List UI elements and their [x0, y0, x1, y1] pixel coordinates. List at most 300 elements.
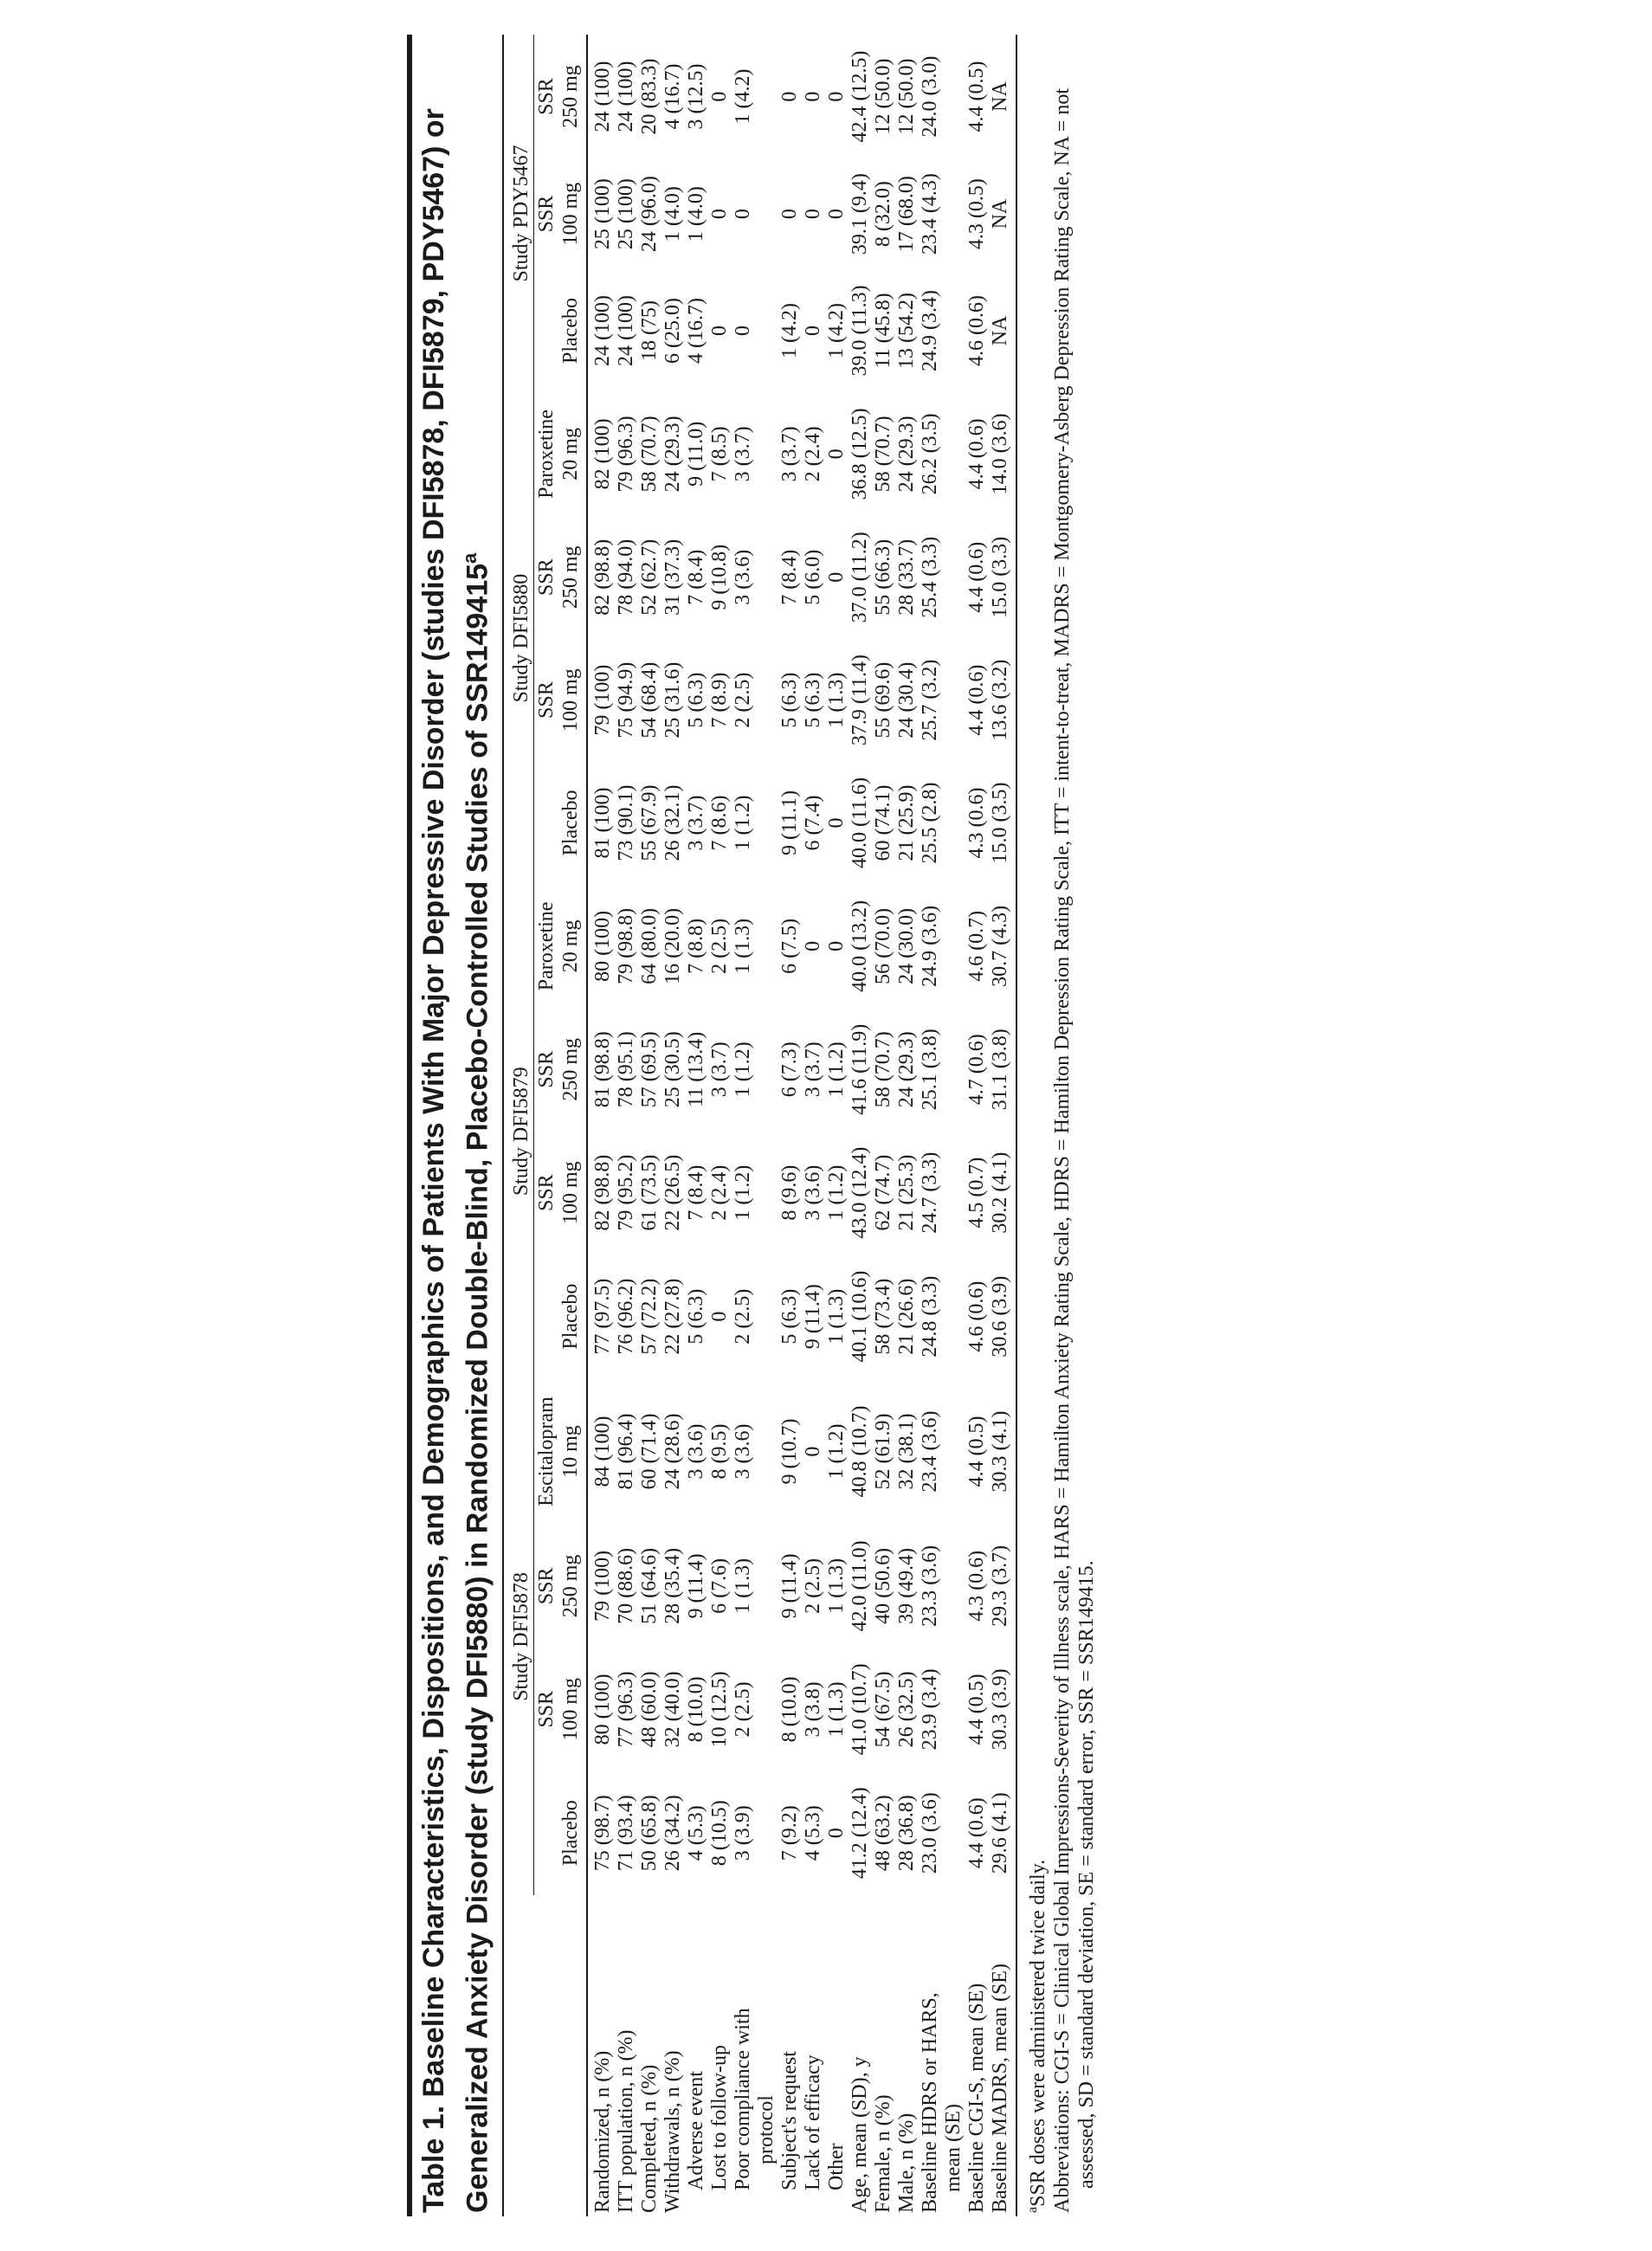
- table-row: [755, 35, 778, 2216]
- table-cell: [755, 392, 778, 516]
- table-cell: 39 (49.4): [895, 1547, 919, 1624]
- table-cell: 0: [802, 1446, 825, 1457]
- column-header-drug: [534, 1771, 559, 1895]
- table-cell: 25 (100): [591, 178, 615, 250]
- row-label: Male, n (%): [895, 2112, 919, 2213]
- table-cell: 57 (72.2): [638, 1278, 661, 1355]
- table-cell: 0: [802, 940, 825, 951]
- row-label: Subject's request: [778, 2051, 802, 2190]
- table-cell: 14.0 (3.6): [989, 392, 1016, 516]
- table-cell: 75 (98.7): [591, 1795, 615, 1872]
- table-cell: 2 (2.5): [732, 672, 755, 728]
- table-body: [587, 35, 1016, 2216]
- table-cell: 1 (1.2): [732, 1042, 755, 1098]
- table-cell: 31.1 (3.8): [989, 1008, 1016, 1131]
- table-cell: 24.9 (3.6): [919, 905, 942, 987]
- column-header-drug: SSR: [535, 78, 558, 115]
- table-cell: 28 (36.8): [895, 1795, 919, 1872]
- table-cell: 24 (30.0): [895, 907, 919, 984]
- table-cell: 7 (8.4): [685, 1164, 708, 1221]
- table-cell: 2 (2.5): [732, 1288, 755, 1345]
- table-cell: 3 (3.7): [802, 1042, 825, 1098]
- table-cell: 79 (96.3): [615, 416, 638, 493]
- table-cell: 1 (4.0): [685, 186, 708, 242]
- table-cell: 4.4 (0.6): [965, 664, 989, 736]
- table-cell: [942, 516, 965, 639]
- footnote-abbreviations: Abbreviations: CGI-S = Clinical Global Impressions-Severity of Illness scale, HARS = Hamilton Anxiety Rating Scale, HDRS = Hamilton Depression Rating Scale, ITT = intent-to-treat, MADRS = Montgomery-Asberg Depression Rating Scale, NA = not assessed, SD = standard deviation, SE = standard error, SSR = SSR149415.: [1051, 88, 1099, 2213]
- study-header: Study DFI5879: [504, 884, 534, 1378]
- table-cell: 24.8 (3.3): [919, 1275, 942, 1358]
- table-cell: 8 (9.5): [708, 1423, 732, 1480]
- table-cell: 78 (95.1): [615, 1031, 638, 1108]
- table-cell: 42.0 (11.0): [849, 1540, 872, 1632]
- table-cell: 55 (69.6): [872, 661, 895, 739]
- table-cell: 3 (3.7): [708, 1042, 732, 1098]
- column-header-dose: Placebo: [558, 762, 587, 885]
- table-cell: 1 (4.2): [732, 68, 755, 125]
- table-cell: 4.4 (0.5): [965, 1416, 989, 1487]
- column-header-dose: Placebo: [558, 269, 587, 392]
- column-header-dose: 100 mg: [558, 158, 587, 269]
- table-cell: 58 (70.7): [638, 416, 661, 493]
- table-row: [685, 35, 708, 2216]
- table-cell: [942, 884, 965, 1008]
- column-header-dose: 20 mg: [558, 392, 587, 516]
- table-cell: 8 (9.6): [778, 1164, 802, 1221]
- table-cell: 4.3 (0.6): [965, 1550, 989, 1622]
- table-cell: 78 (94.0): [615, 539, 638, 616]
- table-cell: 0: [802, 209, 825, 220]
- table-cell: 9 (10.7): [778, 1418, 802, 1485]
- table-cell: 37.9 (11.4): [849, 655, 872, 746]
- table-cell: 28 (35.4): [661, 1547, 685, 1624]
- table-cell: 0: [825, 91, 849, 102]
- table-cell: 1 (4.2): [825, 302, 849, 358]
- table-cell: 79 (100): [591, 664, 615, 736]
- drug-header-row: [534, 35, 559, 2216]
- table-cell: 55 (66.3): [872, 539, 895, 616]
- table-cell: [942, 269, 965, 392]
- table-cell: 24 (96.0): [638, 176, 661, 253]
- table-cell: 9 (11.4): [778, 1553, 802, 1619]
- column-header-dose: 250 mg: [558, 1525, 587, 1648]
- table-cell: 80 (100): [591, 1674, 615, 1745]
- table-cell: 22 (26.5): [661, 1154, 685, 1231]
- table-cell: 7 (8.5): [708, 426, 732, 482]
- table-cell: 22 (27.8): [661, 1278, 685, 1355]
- table-cell: 24 (30.4): [895, 661, 919, 739]
- table-cell: 8 (10.0): [685, 1676, 708, 1743]
- table-cell: 1 (1.3): [732, 1558, 755, 1614]
- column-header-drug: SSR: [535, 1690, 558, 1728]
- table-cell: 57 (69.5): [638, 1031, 661, 1108]
- table-title-text: Table 1. Baseline Characteristics, Dispositions, and Demographics of Patients With Major Depressive Disorder (studies DFI5878, DFI5879, PDY5467) or Generalized Anxiety Disorder (study DFI5880) in Randomized Double-Blind, Placebo-Controlled Studies of SSR149415: [417, 108, 494, 2213]
- table-cell: 25.1 (3.8): [919, 1029, 942, 1111]
- table-row: [587, 35, 615, 2216]
- table-cell: 26.2 (3.5): [919, 413, 942, 495]
- table-cell: 60 (71.4): [638, 1413, 661, 1490]
- table-cell: 77 (96.3): [615, 1671, 638, 1748]
- footnote-marker: a: [1025, 2206, 1041, 2213]
- table-cell: 36.8 (12.5): [849, 408, 872, 500]
- table-cell: 81 (100): [591, 787, 615, 859]
- row-label: Age, mean (SD), y: [849, 2056, 872, 2213]
- row-label: Completed, n (%): [638, 2064, 661, 2213]
- table-row: [989, 35, 1016, 2216]
- table-cell: [755, 1131, 778, 1254]
- row-label: mean (SE): [942, 2104, 965, 2192]
- table-cell: 25 (31.6): [661, 661, 685, 739]
- table-cell: 3 (3.9): [732, 1805, 755, 1861]
- table-cell: [942, 1648, 965, 1771]
- table-row: [661, 35, 685, 2216]
- table-cell: [942, 1771, 965, 1895]
- table-cell: 23.0 (3.6): [919, 1792, 942, 1874]
- table-cell: 28 (33.7): [895, 539, 919, 616]
- table-cell: [755, 884, 778, 1008]
- table-cell: [755, 639, 778, 762]
- table-cell: 7 (8.9): [708, 672, 732, 728]
- table-cell: 0: [708, 209, 732, 220]
- table-cell: 7 (8.4): [778, 549, 802, 605]
- table-cell: 4 (16.7): [661, 63, 685, 130]
- table-cell: 52 (62.7): [638, 539, 661, 616]
- table-cell: 2 (2.5): [732, 1681, 755, 1738]
- data-table: [504, 35, 1017, 2216]
- table-cell: [755, 1378, 778, 1525]
- table-cell: 3 (3.8): [802, 1681, 825, 1738]
- table-cell: 0: [802, 91, 825, 102]
- table-cell: 4.4 (0.5): [965, 1674, 989, 1745]
- table-cell: 80 (100): [591, 910, 615, 982]
- table-cell: 9 (11.0): [685, 421, 708, 487]
- column-header-drug: [534, 1254, 559, 1378]
- column-header-drug: SSR: [535, 195, 558, 233]
- table-cell: 56 (70.0): [872, 907, 895, 984]
- table-row: [778, 35, 802, 2216]
- column-header-drug: Paroxetine: [535, 901, 558, 991]
- table-cell: 18 (75): [638, 300, 661, 361]
- table-cell: 4 (5.3): [685, 1805, 708, 1861]
- column-header-dose: Placebo: [558, 1254, 587, 1378]
- table-cell: 4.6 (0.7): [965, 910, 989, 982]
- table-cell: 2 (2.4): [708, 1164, 732, 1221]
- table-cell: 0: [802, 325, 825, 336]
- table-cell: 41.6 (11.9): [849, 1023, 872, 1115]
- table-cell: 39.1 (9.4): [849, 173, 872, 255]
- column-header-dose: 100 mg: [558, 1648, 587, 1771]
- table-cell: 40.0 (11.6): [849, 777, 872, 868]
- table-cell: 5 (6.3): [778, 1288, 802, 1345]
- table-cell: 4.6 (0.6): [965, 1280, 989, 1352]
- table-cell: 3 (3.6): [732, 549, 755, 605]
- table-cell: 0: [778, 91, 802, 102]
- table-cell: 9 (10.8): [708, 544, 732, 610]
- table-cell: 0: [825, 209, 849, 220]
- row-label: Lack of efficacy: [802, 2054, 825, 2190]
- table-cell: 24.0 (3.0): [919, 55, 942, 138]
- table-cell: 24 (100): [615, 294, 638, 366]
- column-header-dose: 100 mg: [558, 1131, 587, 1254]
- table-cell: 5 (6.3): [802, 672, 825, 728]
- table-row: [802, 35, 825, 2216]
- table-cell: 4.3 (0.6): [965, 787, 989, 859]
- table-cell: 4.3 (0.5): [965, 178, 989, 250]
- table-cell: 1 (4.0): [661, 186, 685, 242]
- table-cell: 0: [825, 817, 849, 829]
- table-row: [732, 35, 755, 2216]
- table-cell: 32 (38.1): [895, 1413, 919, 1490]
- column-header-drug: SSR: [535, 558, 558, 597]
- column-header-drug: [534, 762, 559, 885]
- table-cell: 50 (65.8): [638, 1795, 661, 1872]
- table-cell: 48 (63.2): [872, 1795, 895, 1872]
- stub-header: [534, 1895, 559, 2216]
- table-cell: 0: [708, 1311, 732, 1322]
- table-cell: 71 (93.4): [615, 1795, 638, 1872]
- table-cell: 23.3 (3.6): [919, 1545, 942, 1627]
- row-label: Baseline CGI-S, mean (SE): [965, 1983, 989, 2213]
- column-header-dose: Placebo: [558, 1771, 587, 1895]
- table-cell: 7 (9.2): [778, 1805, 802, 1861]
- table-cell: 5 (6.3): [778, 672, 802, 728]
- table-cell: 23.4 (3.6): [919, 1410, 942, 1493]
- table-cell: 6 (7.3): [778, 1042, 802, 1098]
- table-cell: 7 (8.6): [708, 795, 732, 851]
- table-cell: [755, 158, 778, 269]
- table-cell: [755, 1771, 778, 1895]
- table-cell: 12 (50.0): [872, 58, 895, 135]
- table-cell: 3 (3.6): [685, 1423, 708, 1480]
- table-cell: 9 (11.4): [802, 1284, 825, 1350]
- table-cell: 4 (5.3): [802, 1805, 825, 1861]
- table-cell: 58 (70.7): [872, 416, 895, 493]
- table-cell: 6 (7.6): [708, 1558, 732, 1614]
- row-label: protocol: [755, 2095, 778, 2164]
- table-cell: 0: [732, 325, 755, 336]
- table-cell: 7 (8.4): [685, 549, 708, 605]
- column-header-drug: [534, 269, 559, 392]
- table-cell: 81 (96.4): [615, 1413, 638, 1490]
- table-cell: 24 (28.6): [661, 1413, 685, 1490]
- table-cell: 24.9 (3.4): [919, 289, 942, 371]
- table-cell: [755, 269, 778, 392]
- table-cell: 54 (67.5): [872, 1671, 895, 1748]
- table-cell: 3 (3.7): [732, 426, 755, 482]
- title-footnote-marker: a: [459, 552, 481, 564]
- table-cell: 11 (13.4): [685, 1031, 708, 1107]
- table-cell: [942, 1131, 965, 1254]
- row-label: ITT population, n (%): [615, 2029, 638, 2213]
- table-row: [615, 35, 638, 2216]
- table-cell: 79 (98.8): [615, 907, 638, 984]
- table-cell: 61 (73.5): [638, 1154, 661, 1231]
- table-cell: 4.4 (0.5): [965, 61, 989, 132]
- dose-header-row: [558, 35, 587, 2216]
- table-cell: [942, 1254, 965, 1378]
- column-header-dose: 250 mg: [558, 35, 587, 158]
- table-cell: 21 (25.9): [895, 784, 919, 861]
- table-cell: 82 (98.8): [591, 539, 615, 616]
- table-cell: 84 (100): [591, 1416, 615, 1487]
- table-row: [942, 35, 965, 2216]
- table-cell: 1 (1.2): [825, 1423, 849, 1480]
- table-cell: 82 (98.8): [591, 1154, 615, 1231]
- table-cell: 42.4 (12.5): [849, 50, 872, 143]
- table-cell: NA: [989, 269, 1016, 392]
- table-cell: 0: [825, 940, 849, 951]
- study-header-row: [504, 35, 534, 2216]
- table-cell: 21 (26.6): [895, 1278, 919, 1355]
- table-cell: 7 (8.8): [685, 918, 708, 974]
- table-row: [825, 35, 849, 2216]
- table-cell: [942, 1008, 965, 1131]
- table-cell: 40.1 (10.6): [849, 1270, 872, 1363]
- table-cell: 4.5 (0.7): [965, 1157, 989, 1229]
- table-cell: 13 (54.2): [895, 292, 919, 369]
- table-cell: 3 (3.6): [802, 1164, 825, 1221]
- table-cell: 1 (1.2): [825, 1042, 849, 1098]
- table-cell: 39.0 (11.3): [849, 285, 872, 377]
- table-cell: 52 (61.9): [872, 1413, 895, 1490]
- table-cell: 16 (20.0): [661, 907, 685, 984]
- table-cell: 10 (12.5): [708, 1671, 732, 1748]
- table-cell: 41.0 (10.7): [849, 1663, 872, 1756]
- table-cell: [755, 35, 778, 158]
- table-cell: 3 (3.6): [732, 1423, 755, 1480]
- table-cell: 43.0 (12.4): [849, 1146, 872, 1239]
- table-cell: 6 (7.5): [778, 918, 802, 974]
- table-cell: 5 (6.3): [685, 1288, 708, 1345]
- table-cell: [942, 35, 965, 158]
- table-cell: 73 (90.1): [615, 784, 638, 861]
- table-cell: 81 (98.8): [591, 1031, 615, 1108]
- table-cell: 20 (83.3): [638, 58, 661, 135]
- table-cell: 8 (10.0): [778, 1676, 802, 1743]
- row-label: Other: [825, 2143, 849, 2190]
- table-title: [407, 35, 504, 2216]
- table-cell: 29.3 (3.7): [989, 1525, 1016, 1648]
- column-header-dose: 20 mg: [558, 884, 587, 1008]
- table-cell: 62 (74.7): [872, 1154, 895, 1231]
- table-cell: 31 (37.3): [661, 539, 685, 616]
- table-cell: 64 (80.0): [638, 907, 661, 984]
- table-cell: 6 (25.0): [661, 297, 685, 364]
- table-cell: 0: [708, 91, 732, 102]
- table-cell: 3 (3.7): [685, 795, 708, 851]
- table-cell: 60 (74.1): [872, 784, 895, 861]
- row-label: Adverse event: [685, 2071, 708, 2190]
- table-cell: 13.6 (3.2): [989, 639, 1016, 762]
- table-footnotes: [1017, 35, 1099, 2216]
- table-head: [504, 35, 587, 2216]
- table-cell: 51 (64.6): [638, 1547, 661, 1624]
- table-cell: [942, 639, 965, 762]
- table-cell: 40 (50.6): [872, 1547, 895, 1624]
- table-cell: 2 (2.5): [802, 1558, 825, 1614]
- study-header: Study DFI5878: [504, 1378, 534, 1895]
- table-cell: 4.4 (0.6): [965, 1797, 989, 1869]
- table-cell: 5 (6.0): [802, 549, 825, 605]
- column-header-drug: SSR: [535, 1050, 558, 1088]
- table-cell: 79 (100): [591, 1550, 615, 1622]
- table-cell: 6 (7.4): [802, 795, 825, 851]
- table-cell: 1 (1.2): [732, 1164, 755, 1221]
- table-cell: 58 (73.4): [872, 1278, 895, 1355]
- table-cell: 1 (1.3): [825, 1681, 849, 1738]
- table-cell: 77 (97.5): [591, 1278, 615, 1355]
- row-label: Randomized, n (%): [591, 2050, 615, 2213]
- table-cell: 25.7 (3.2): [919, 659, 942, 741]
- table-cell: 25 (30.5): [661, 1031, 685, 1108]
- table-cell: 26 (32.1): [661, 784, 685, 861]
- table-cell: 30.6 (3.9): [989, 1254, 1016, 1378]
- table-cell: 32 (40.0): [661, 1671, 685, 1748]
- column-header-dose: 10 mg: [558, 1378, 587, 1525]
- row-label: Withdrawals, n (%): [661, 2050, 685, 2213]
- table-cell: 4.7 (0.6): [965, 1034, 989, 1106]
- table-row: [965, 35, 989, 2216]
- table-cell: 0: [825, 571, 849, 583]
- table-cell: 0: [825, 1828, 849, 1839]
- table-cell: 25 (100): [615, 178, 638, 250]
- table-cell: 0: [778, 209, 802, 220]
- table-cell: 58 (70.7): [872, 1031, 895, 1108]
- table-cell: 5 (6.3): [685, 672, 708, 728]
- table-cell: 25.5 (2.8): [919, 782, 942, 864]
- table-cell: 30.3 (3.9): [989, 1648, 1016, 1771]
- table-cell: 1 (1.3): [732, 918, 755, 974]
- table-cell: 30.2 (4.1): [989, 1131, 1016, 1254]
- column-header-drug: SSR: [535, 1567, 558, 1605]
- table-cell: 26 (32.5): [895, 1671, 919, 1748]
- column-header-drug: Paroxetine: [535, 410, 558, 499]
- table-cell: 40.0 (13.2): [849, 900, 872, 992]
- table-cell: 0: [732, 209, 755, 220]
- table-cell: 9 (11.1): [778, 790, 802, 855]
- table-cell: 24.7 (3.3): [919, 1151, 942, 1234]
- table-cell: 70 (88.6): [615, 1547, 638, 1624]
- table-cell: 54 (68.4): [638, 661, 661, 739]
- table-cell: [942, 392, 965, 516]
- table-cell: 79 (95.2): [615, 1154, 638, 1231]
- table-cell: 76 (96.2): [615, 1278, 638, 1355]
- table-cell: 9 (11.4): [685, 1553, 708, 1619]
- table-cell: 37.0 (11.2): [849, 532, 872, 623]
- table-cell: [755, 762, 778, 885]
- table-cell: 23.4 (4.3): [919, 173, 942, 255]
- table-cell: 4.6 (0.6): [965, 294, 989, 366]
- table-cell: [942, 762, 965, 885]
- table-cell: [942, 158, 965, 269]
- table-cell: 29.6 (4.1): [989, 1771, 1016, 1895]
- table-cell: 25.4 (3.3): [919, 536, 942, 618]
- table-container: [407, 35, 1099, 2216]
- table-cell: NA: [989, 35, 1016, 158]
- table-cell: 3 (12.5): [685, 63, 708, 130]
- table-cell: 8 (10.5): [708, 1800, 732, 1867]
- row-label: Lost to follow-up: [708, 2045, 732, 2190]
- table-cell: 4.4 (0.6): [965, 541, 989, 613]
- table-cell: 82 (100): [591, 418, 615, 490]
- table-cell: 1 (1.3): [825, 1558, 849, 1614]
- column-header-drug: SSR: [535, 681, 558, 719]
- table-cell: [942, 1525, 965, 1648]
- table-cell: 1 (1.2): [732, 795, 755, 851]
- table-row: [849, 35, 872, 2216]
- table-row: [638, 35, 661, 2216]
- table-row: [919, 35, 942, 2216]
